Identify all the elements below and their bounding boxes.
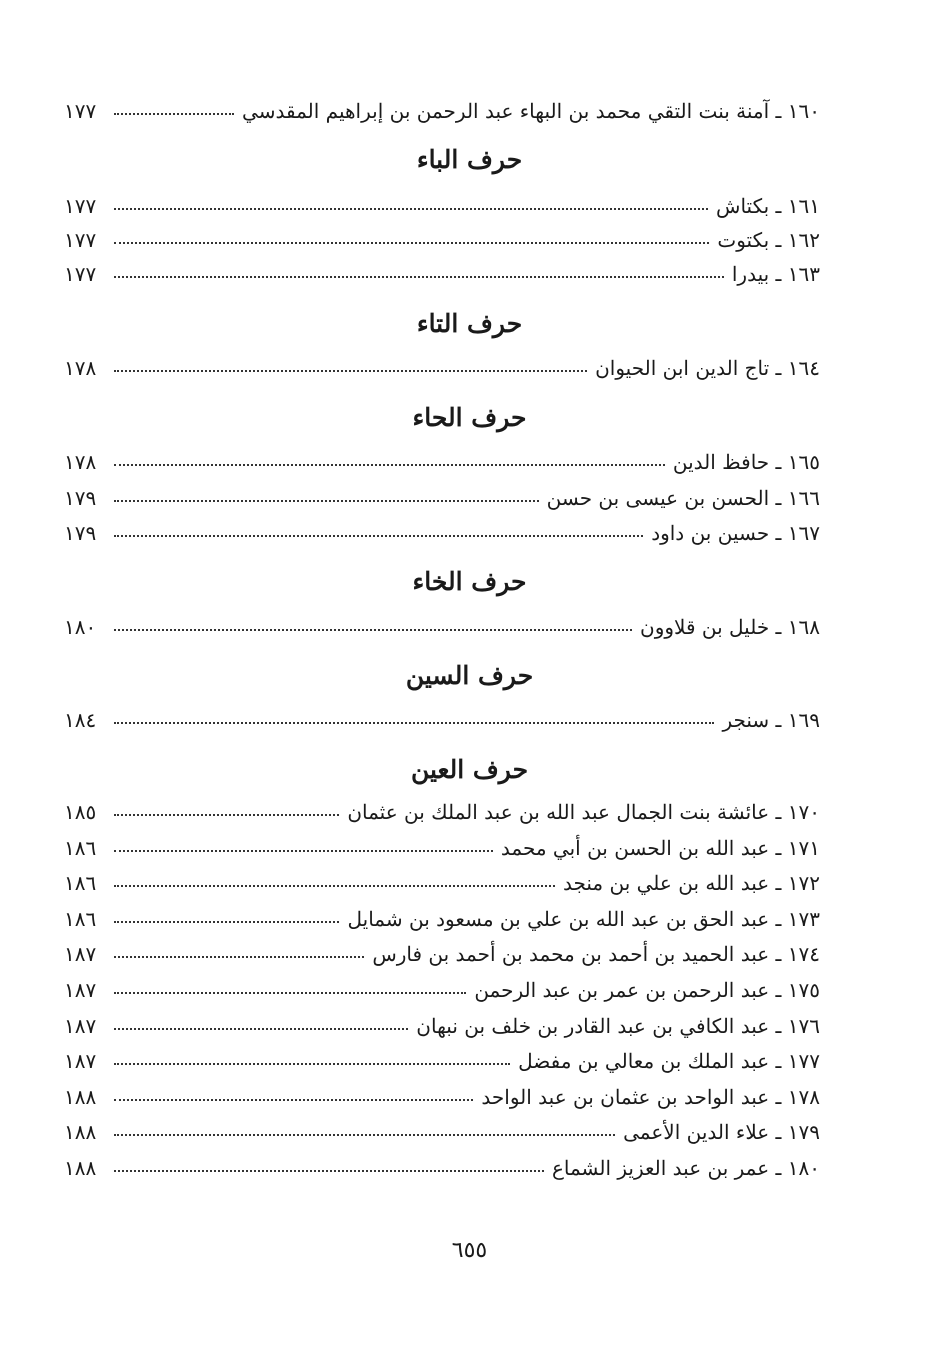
dot-leader [114,208,708,210]
dot-leader [114,276,724,278]
entry-title: الحسن بن عيسى بن حسن [546,486,770,510]
entry-number: ١٧٥ [787,978,820,1002]
entry-page: ١٨٧ [64,1049,97,1073]
toc-entry [64,225,820,255]
entry-separator: ـ [769,978,788,1002]
entry-number: ١٦٢ [787,228,820,252]
dot-leader [114,242,709,244]
toc-entry [64,447,820,477]
dot-leader [114,629,632,631]
entry-separator: ـ [769,836,788,860]
entry-page: ١٧٩ [64,521,97,545]
entry-number: ١٦٤ [787,356,820,380]
entry-number: ١٦٣ [787,262,820,286]
entry-title: عبد الواحد بن عثمان بن عبد الواحد [481,1085,770,1109]
entry-number: ١٦٦ [787,486,820,510]
toc-entry [64,259,820,289]
entry-separator: ـ [769,262,788,286]
entry-page: ١٧٧ [64,262,97,286]
toc-entry [64,868,820,898]
entry-separator: ـ [769,800,788,824]
dot-leader [114,1099,473,1101]
section-heading: حرف السين [405,661,534,690]
toc-entry [64,612,820,642]
entry-page: ١٨٧ [64,942,97,966]
toc-entry [64,191,820,221]
entry-number: ١٦٩ [787,708,820,732]
entry-separator: ـ [769,486,788,510]
entry-separator: ـ [769,194,788,218]
page-number: ٦٥٥ [451,1238,488,1263]
dot-leader [114,1028,408,1030]
toc-entry [64,975,820,1005]
entry-page: ١٨٦ [64,871,97,895]
entry-title: آمنة بنت التقي محمد بن البهاء عبد الرحمن بن إبراهيم المقدسي [242,99,770,123]
entry-separator: ـ [769,521,788,545]
entry-page: ١٨٨ [64,1120,97,1144]
entry-number: ١٧٤ [787,942,820,966]
dot-leader [114,722,714,724]
entry-separator: ـ [769,1085,788,1109]
entry-title: تاج الدين ابن الحيوان [595,356,770,380]
entry-title: عبد الحميد بن أحمد بن محمد بن أحمد بن فارس [372,942,770,966]
entry-number: ١٧٨ [787,1085,820,1109]
entry-page: ١٨٨ [64,1085,97,1109]
entry-page: ١٨٧ [64,1014,97,1038]
section-heading: حرف الباء [416,145,523,174]
dot-leader [114,921,339,923]
dot-leader [114,464,665,466]
entry-page: ١٨٦ [64,836,97,860]
entry-page: ١٧٧ [64,228,97,252]
entry-separator: ـ [769,615,788,639]
entry-page: ١٨٤ [64,708,97,732]
entry-page: ١٨٨ [64,1156,97,1180]
entry-separator: ـ [769,99,788,123]
entry-number: ١٧٣ [787,907,820,931]
entry-title: عبد الله بن علي بن منجد [562,871,770,895]
dot-leader [114,370,587,372]
toc-entry [64,353,820,383]
entry-title: عبد الرحمن بن عمر بن عبد الرحمن [474,978,770,1002]
entry-page: ١٧٨ [64,450,97,474]
entry-title: حافظ الدين [672,450,770,474]
section-heading: حرف الحاء [412,403,527,432]
entry-number: ١٦٨ [787,615,820,639]
entry-number: ١٧٠ [787,800,820,824]
entry-title: بيدرا [731,262,770,286]
toc-entry [64,1011,820,1041]
dot-leader [114,992,466,994]
entry-separator: ـ [769,228,788,252]
toc-entry [64,904,820,934]
dot-leader [114,535,643,537]
entry-separator: ـ [769,708,788,732]
entry-number: ١٦١ [787,194,820,218]
entry-separator: ـ [769,356,788,380]
entry-number: ١٦٠ [787,99,820,123]
entry-title: حسين بن داود [651,521,770,545]
entry-title: علاء الدين الأعمى [623,1120,770,1144]
toc-entry [64,1046,820,1076]
entry-number: ١٧١ [787,836,820,860]
entry-separator: ـ [769,1049,788,1073]
dot-leader [114,850,493,852]
entry-number: ١٦٧ [787,521,820,545]
entry-separator: ـ [769,1014,788,1038]
entry-number: ١٧٩ [787,1120,820,1144]
entry-title: عبد الملك بن معالي بن مفضل [518,1049,770,1073]
toc-entry [64,483,820,513]
entry-separator: ـ [769,1156,788,1180]
dot-leader [114,500,539,502]
toc-entry [64,705,820,735]
toc-entry [64,797,820,827]
entry-page: ١٧٧ [64,99,97,123]
section-heading: حرف التاء [416,309,523,338]
dot-leader [114,1170,544,1172]
toc-entry [64,939,820,969]
entry-page: ١٨٠ [64,615,97,639]
entry-page: ١٧٧ [64,194,97,218]
entry-title: عبد الكافي بن عبد القادر بن خلف بن نبهان [416,1014,770,1038]
entry-page: ١٧٨ [64,356,97,380]
entry-title: عائشة بنت الجمال عبد الله بن عبد الملك بن عثمان [347,800,770,824]
entry-title: عمر بن عبد العزيز الشماع [551,1156,770,1180]
dot-leader [114,113,234,115]
toc-entry [64,833,820,863]
entry-separator: ـ [769,1120,788,1144]
section-heading: حرف الخاء [412,567,527,596]
entry-separator: ـ [769,450,788,474]
entry-separator: ـ [769,871,788,895]
dot-leader [114,814,339,816]
entry-page: ١٨٥ [64,800,97,824]
entry-page: ١٨٦ [64,907,97,931]
entry-number: ١٨٠ [787,1156,820,1180]
entry-page: ١٧٩ [64,486,97,510]
entry-title: بكتوت [717,228,770,252]
entry-number: ١٧٧ [787,1049,820,1073]
entry-title: عبد الله بن الحسن بن أبي محمد [500,836,770,860]
dot-leader [114,956,364,958]
dot-leader [114,1063,510,1065]
toc-entry [64,1153,820,1183]
dot-leader [114,885,555,887]
toc-entry [64,518,820,548]
entry-number: ١٧٢ [787,871,820,895]
entry-number: ١٦٥ [787,450,820,474]
toc-entry [64,1082,820,1112]
entry-number: ١٧٦ [787,1014,820,1038]
section-heading: حرف العين [410,755,529,784]
entry-title: عبد الحق بن عبد الله بن علي بن مسعود بن شمايل [347,907,770,931]
entry-separator: ـ [769,907,788,931]
entry-page: ١٨٧ [64,978,97,1002]
entry-title: خليل بن قلاوون [640,615,770,639]
entry-title: بكتاش [716,194,770,218]
entry-title: سنجر [722,708,770,732]
dot-leader [114,1134,615,1136]
toc-entry [64,1117,820,1147]
entry-separator: ـ [769,942,788,966]
toc-entry [64,96,820,126]
